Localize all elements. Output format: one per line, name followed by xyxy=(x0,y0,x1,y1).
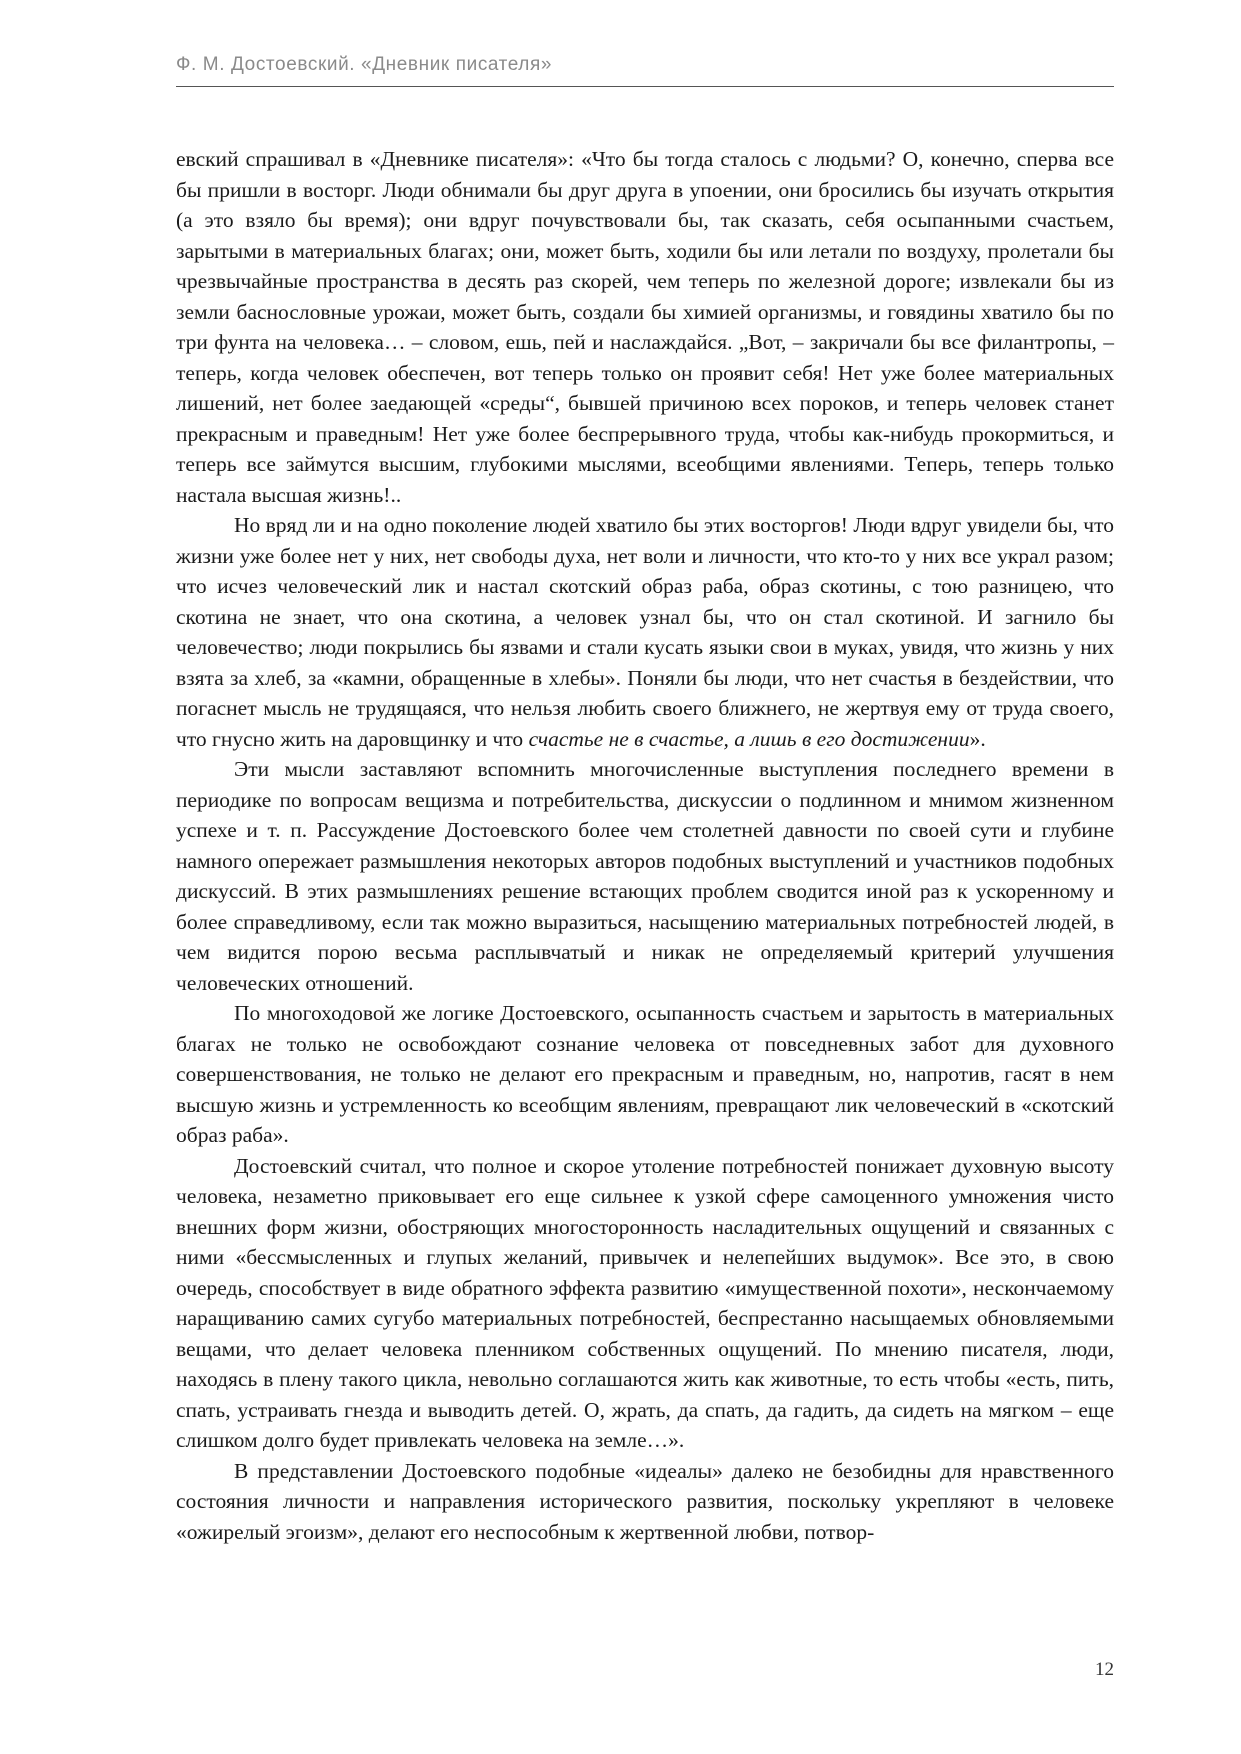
header-rule xyxy=(176,86,1114,87)
paragraph-2-tail: ». xyxy=(969,726,986,751)
paragraph-4: По многоходовой же логике Достоевского, осыпанность счастьем и зарытость в материальных благах не только не освобождают сознание человека от повседневных забот для духовного совершенствования, не только не делают его прекрасным и праведным, но, напротив, гасят в нем высшую жизнь и устремленность ко всеобщим явлениям, превращают лик человеческий в «скотский образ раба». xyxy=(176,1001,1114,1147)
paragraph-2-text: Но вряд ли и на одно поколение людей хватило бы этих восторгов! Люди вдруг увидели бы, что жизни уже более нет у них, нет свободы духа, нет воли и личности, что кто-то у них все украл разом; что исчез человеческий лик и настал скотский образ раба, образ скотины, с тою разницею, что скотина не знает, что она скотина, а человек узнал бы, что он стал скотиной. И загнило бы человечество; люди покрылись бы язвами и стали кусать языки свои в муках, увидя, что жизнь у них взята за хлеб, за «камни, обращенные в хлебы». Поняли бы люди, что нет счастья в бездействии, что погаснет мысль не трудящаяся, что нельзя любить своего ближнего, не жертвуя ему от труда своего, что гнусно жить на даровщинку и что xyxy=(176,513,1114,751)
paragraph-3: Эти мысли заставляют вспомнить многочисленные выступления последнего времени в периодике по вопросам вещизма и потребительства, дискуссии о подлинном и мнимом жизненном успехе и т. п. Рассуждение Достоевского более чем столетней давности по своей сути и глубине намного опережает размышления некоторых авторов подобных выступлений и участников подобных дискуссий. В этих размышлениях решение встающих проблем сводится иной раз к ускоренному и более справедливому, если так можно выразиться, насыщению материальных потребностей людей, в чем видится порою весьма расплывчатый и никак не определяемый критерий улучшения человеческих отношений. xyxy=(176,757,1114,995)
paragraph-2 xyxy=(176,510,1114,754)
page-number: 12 xyxy=(1095,1659,1114,1680)
paragraph-5: Достоевский считал, что полное и скорое утоление потребностей понижает духовную высоту человека, незаметно приковывает его еще сильнее к узкой сфере самоценного умножения чисто внешних форм жизни, обостряющих многосторонность насладительных ощущений и связанных с ними «бессмысленных и глупых желаний, привычек и нелепейших выдумок». Все это, в свою очередь, способствует в виде обратного эффекта развитию «имущественной похоти», нескончаемому наращиванию самих сугубо материальных потребностей, беспрестанно насыщаемых обновляемыми вещами, что делает человека пленником собственных ощущений. По мнению писателя, люди, находясь в плену такого цикла, невольно соглашаются жить как животные, то есть чтобы «есть, пить, спать, устраивать гнезда и выводить детей. О, жрать, да спать, да гадить, да сидеть на мягком – еще слишком долго будет привлекать человека на земле…». xyxy=(176,1153,1114,1452)
running-head: Ф. М. Достоевский. «Дневник писателя» xyxy=(176,54,553,75)
body-text xyxy=(176,144,1114,1547)
paragraph-2-italic: счастье не в счастье, а лишь в его достижении xyxy=(528,726,970,751)
paragraph-6: В представлении Достоевского подобные «идеалы» далеко не безобидны для нравственного состояния личности и направления исторического развития, поскольку укрепляют в человеке «ожирелый эгоизм», делают его неспособным к жертвенной любви, потвор- xyxy=(176,1458,1114,1544)
paragraph-1: евский спрашивал в «Дневнике писателя»: «Что бы тогда сталось с людьми? О, конечно, сперва все бы пришли в восторг. Люди обнимали бы друг друга в упоении, они бросились бы изучать открытия (а это взяло бы время); они вдруг почувствовали бы, так сказать, себя осыпанными счастьем, зарытыми в материальных благах; они, может быть, ходили бы или летали по воздуху, пролетали бы чрезвычайные пространства в десять раз скорей, чем теперь по железной дороге; извлекали бы из земли баснословные урожаи, может быть, создали бы химией организмы, и говядины хватило бы по три фунта на человека… – словом, ешь, пей и наслаждайся. „Вот, – закричали бы все филантропы, – теперь, когда человек обеспечен, вот теперь только он проявит себя! Нет уже более материальных лишений, нет более заедающей «среды“, бывшей причиною всех пороков, и теперь человек станет прекрасным и праведным! Нет уже более беспрерывного труда, чтобы как-нибудь прокормиться, и теперь все займутся высшим, глубокими мыслями, всеобщими явлениями. Теперь, теперь только настала высшая жизнь!.. xyxy=(176,147,1114,507)
